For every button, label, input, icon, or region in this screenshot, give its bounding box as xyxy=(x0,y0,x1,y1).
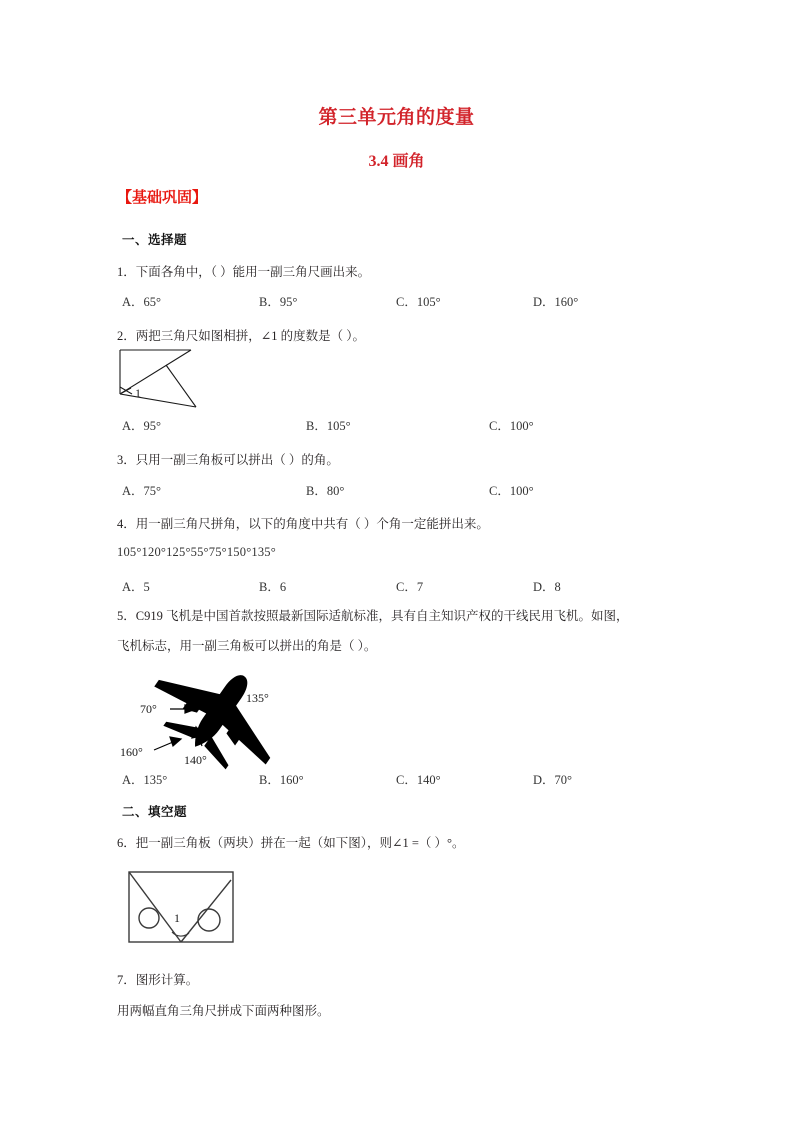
section-heading-choice: 一、选择题 xyxy=(122,232,188,247)
section-heading-fill: 二、填空题 xyxy=(122,804,188,819)
question-3-option-b[interactable]: B．80° xyxy=(306,484,345,498)
question-2-figure-label: 1 xyxy=(135,386,141,400)
rectangle-v-figure xyxy=(127,870,239,948)
question-1-option-a[interactable]: A．65° xyxy=(122,295,162,309)
question-1-option-d[interactable]: D．160° xyxy=(533,295,579,309)
question-4-text: 4．用一副三角尺拼角，以下的角度中共有（ ）个角一定能拼出来。 xyxy=(117,517,489,531)
question-4-option-d[interactable]: D．8 xyxy=(533,580,561,594)
question-5-text-line-1: 5．C919 飞机是中国首款按照最新国际适航标准，具有自主知识产权的干线民用飞机。如图， xyxy=(117,609,629,623)
question-1-text: 1．下面各角中，（ ）能用一副三角尺画出来。 xyxy=(117,265,371,279)
section-basic-practice-label: 【基础巩固】 xyxy=(117,188,208,206)
question-3-text: 3．只用一副三角板可以拼出（ ）的角。 xyxy=(117,453,339,467)
question-5-text-line-2: 飞机标志，用一副三角板可以拼出的角是（ ）。 xyxy=(117,639,377,653)
airplane-figure xyxy=(118,662,318,767)
airplane-angle-70: 70° xyxy=(140,702,157,716)
airplane-angle-140: 140° xyxy=(184,753,207,767)
question-3-option-a[interactable]: A．75° xyxy=(122,484,162,498)
question-2-option-b[interactable]: B．105° xyxy=(306,419,351,433)
question-2-option-a[interactable]: A．95° xyxy=(122,419,162,433)
page-title: 第三单元角的度量 xyxy=(318,106,475,128)
question-1-option-b[interactable]: B．95° xyxy=(259,295,298,309)
question-5-option-b[interactable]: B．160° xyxy=(259,773,304,787)
airplane-silhouette xyxy=(139,637,300,786)
question-5-option-c[interactable]: C．140° xyxy=(396,773,441,787)
question-2-option-c[interactable]: C．100° xyxy=(489,419,534,433)
question-4-option-c[interactable]: C．7 xyxy=(396,580,424,594)
question-6-text: 6．把一副三角板（两块）拼在一起（如下图），则∠1 =（ ）°。 xyxy=(117,836,465,850)
question-2-text: 2．两把三角尺如图相拼，∠1 的度数是（ ）。 xyxy=(117,329,365,343)
question-5-option-d[interactable]: D．70° xyxy=(533,773,573,787)
question-4-angle-list: 105°120°125°55°75°150°135° xyxy=(117,545,276,559)
question-6-figure-label: 1 xyxy=(174,911,180,925)
question-4-option-b[interactable]: B．6 xyxy=(259,580,287,594)
question-7-text-line-2: 用两幅直角三角尺拼成下面两种图形。 xyxy=(117,1004,330,1018)
question-3-option-c[interactable]: C．100° xyxy=(489,484,534,498)
question-7-text: 7．图形计算。 xyxy=(117,973,199,987)
page-subtitle: 3.4 画角 xyxy=(368,153,425,170)
question-5-option-a[interactable]: A．135° xyxy=(122,773,168,787)
question-4-option-a[interactable]: A．5 xyxy=(122,580,150,594)
two-set-squares-figure xyxy=(118,347,208,409)
airplane-angle-135: 135° xyxy=(246,691,269,705)
question-1-option-c[interactable]: C．105° xyxy=(396,295,441,309)
airplane-angle-160: 160° xyxy=(120,745,143,759)
